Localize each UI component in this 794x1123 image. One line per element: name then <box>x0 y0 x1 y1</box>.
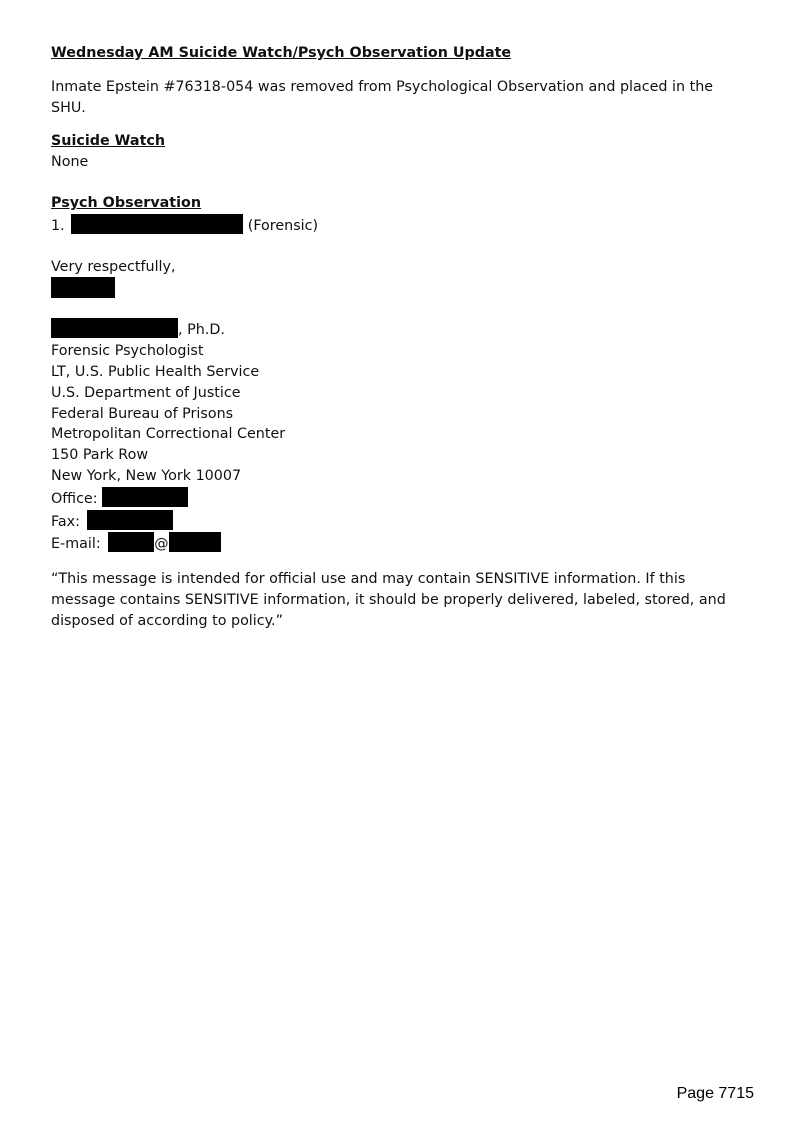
item-suffix: (Forensic) <box>247 217 319 234</box>
suicide-watch-value: None <box>51 154 89 171</box>
signature-name-line <box>51 318 751 341</box>
signature-line: 150 Park Row <box>51 447 149 464</box>
redaction-box <box>87 510 173 530</box>
redaction-box <box>71 214 243 234</box>
psych-observation-heading: Psych Observation <box>51 194 202 211</box>
redaction-box <box>169 532 221 552</box>
document-title: Wednesday AM Suicide Watch/Psych Observation Update <box>51 45 512 61</box>
disclaimer-text: “This message is intended for official use and may contain SENSITIVE information. If this message contains SENSITIVE information, it should be properly delivered, labeled, stored, and disposed of according to policy.” <box>51 571 726 629</box>
email-label: E-mail: <box>51 536 101 553</box>
redaction-box <box>102 487 188 507</box>
signature-line: New York, New York 10007 <box>51 467 242 484</box>
document-body <box>51 43 751 632</box>
email-at-sign: @ <box>154 536 169 553</box>
email-line <box>51 532 751 555</box>
psych-observation-item <box>51 214 751 237</box>
office-label: Office: <box>51 490 98 507</box>
signature-line: Federal Bureau of Prisons <box>51 405 234 422</box>
signature-line: Forensic Psychologist <box>51 343 204 360</box>
page-number: Page 7715 <box>676 1085 754 1102</box>
redaction-box <box>51 277 115 298</box>
signature-line: LT, U.S. Public Health Service <box>51 363 260 380</box>
redaction-box <box>108 532 154 552</box>
redaction-box <box>51 318 178 338</box>
office-line <box>51 487 751 510</box>
fax-line <box>51 510 751 533</box>
closing-text: Very respectfully, <box>51 258 176 275</box>
signature-name-suffix: , Ph.D. <box>178 322 225 339</box>
intro-text: Inmate Epstein #76318-054 was removed from Psychological Observation and placed in the SHU. <box>51 78 714 116</box>
suicide-watch-heading: Suicide Watch <box>51 133 166 150</box>
item-number: 1. <box>51 217 65 234</box>
signature-line: Metropolitan Correctional Center <box>51 426 286 443</box>
fax-label: Fax: <box>51 513 80 530</box>
signature-line: U.S. Department of Justice <box>51 384 241 401</box>
